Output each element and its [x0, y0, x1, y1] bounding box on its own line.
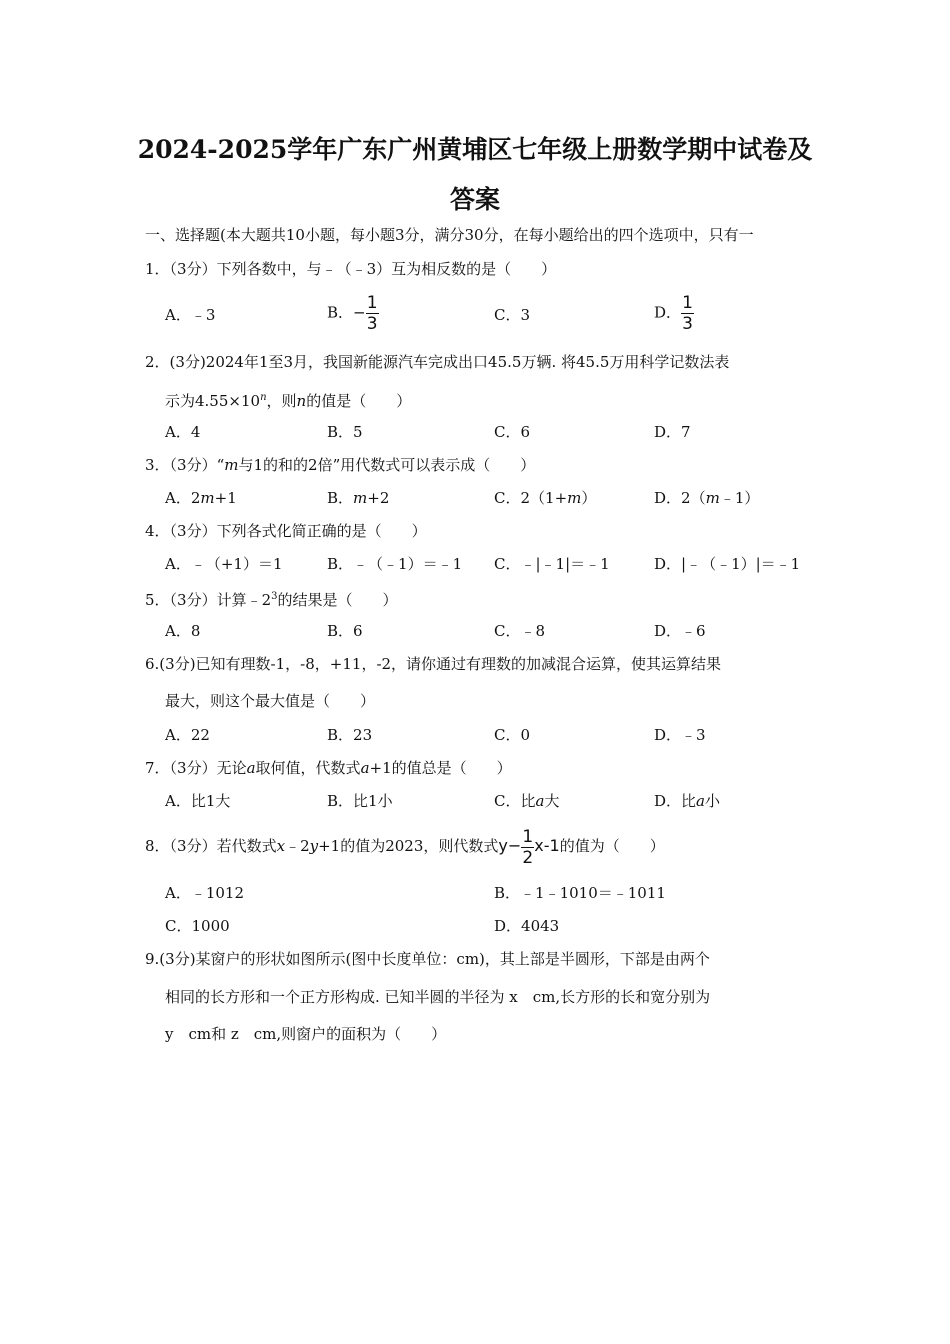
q1-option-d: D． $\frac{1}{3}$	[654, 293, 693, 334]
question-7-stem: 7．（3分）无论a取何值，代数式a+1的值总是（ ）	[145, 759, 512, 777]
q5-option-b: B．6	[327, 622, 363, 640]
q5-option-c: C．﹣8	[494, 622, 546, 640]
q3-option-b: B．m+2	[327, 489, 390, 507]
q8-option-d: D．4043	[494, 917, 560, 935]
q4-option-b: B．﹣（﹣1）＝﹣1	[327, 555, 463, 573]
question-9-stem-line-3: y cm和 z cm,则窗户的面积为（ ）	[165, 1025, 447, 1043]
q8-option-b: B．﹣1﹣1010＝﹣1011	[494, 884, 666, 902]
q6-option-c: C．0	[494, 726, 531, 744]
q1-option-b: B．− $\frac{1}{3}$	[327, 293, 378, 334]
q1-option-a: A．﹣3	[165, 306, 216, 324]
q7-option-b: B．比1小	[327, 792, 393, 810]
question-4-stem: 4．（3分）下列各式化简正确的是（ ）	[145, 522, 427, 540]
q4-option-d: D．|﹣（﹣1）|＝﹣1	[654, 555, 801, 573]
q2-option-d: D．7	[654, 423, 691, 441]
question-6-stem-line-1: 6.(3分)已知有理数-1，-8，+11，-2，请你通过有理数的加减混合运算，使其运算结果	[145, 655, 722, 673]
q2-option-c: C．6	[494, 423, 531, 441]
q8-option-c: C．1000	[165, 917, 230, 935]
q7-option-d: D．比a小	[654, 792, 720, 810]
q7-option-a: A．比1大	[165, 792, 231, 810]
question-1-stem: 1．（3分）下列各数中，与﹣（﹣3）互为相反数的是（ ）	[145, 260, 557, 278]
q3-option-d: D．2（m﹣1）	[654, 489, 760, 507]
q3-option-c: C．2（1+m）	[494, 489, 597, 507]
page-title-line-2: 答案	[449, 185, 500, 214]
question-9-stem-line-1: 9.(3分)某窗户的形状如图所示(图中长度单位：cm)，其上部是半圆形，下部是由两个	[145, 950, 710, 968]
q4-option-c: C．﹣|﹣1|＝﹣1	[494, 555, 610, 573]
question-6-stem-line-2: 最大，则这个最大值是（ ）	[165, 692, 376, 710]
q2-option-a: A．4	[165, 423, 201, 441]
question-3-stem: 3．（3分）“m与1的和的2倍”用代数式可以表示成（ ）	[145, 456, 536, 474]
q5-option-a: A．8	[165, 622, 201, 640]
question-2-stem-line-1: 2．(3分)2024年1至3月，我国新能源汽车完成出口45.5万辆. 将45.5万用科学记数法表	[145, 353, 730, 371]
question-5-stem: 5．（3分）计算$﹣2^3$的结果是（ ）	[145, 591, 398, 609]
q6-option-a: A．22	[165, 726, 210, 744]
page-title-line-1: 2024-2025学年广东广州黄埔区七年级上册数学期中试卷及	[137, 135, 813, 164]
q4-option-a: A．﹣（+1）＝1	[165, 555, 283, 573]
q8-option-a: A．﹣1012	[165, 884, 245, 902]
q3-option-a: A．2m+1	[165, 489, 237, 507]
section-heading: 一、选择题(本大题共10小题，每小题3分，满分30分，在每小题给出的四个选项中，只有一	[145, 226, 754, 244]
question-8-stem: 8．（3分）若代数式x﹣2y+1的值为2023，则代数式y− $\frac{1}{2}$ x-1的值为（ ）	[145, 826, 665, 868]
question-9-stem-line-2: 相同的长方形和一个正方形构成. 已知半圆的半径为 x cm,长方形的长和宽分别为	[165, 988, 711, 1006]
q5-option-d: D．﹣6	[654, 622, 706, 640]
q2-option-b: B．5	[327, 423, 363, 441]
q7-option-c: C．比a大	[494, 792, 560, 810]
q6-option-b: B．23	[327, 726, 373, 744]
q1-option-c: C．3	[494, 306, 531, 324]
q6-option-d: D．﹣3	[654, 726, 706, 744]
question-2-stem-line-2: 示为$4.55\times 10^n$，则n的值是（ ）	[165, 392, 412, 410]
